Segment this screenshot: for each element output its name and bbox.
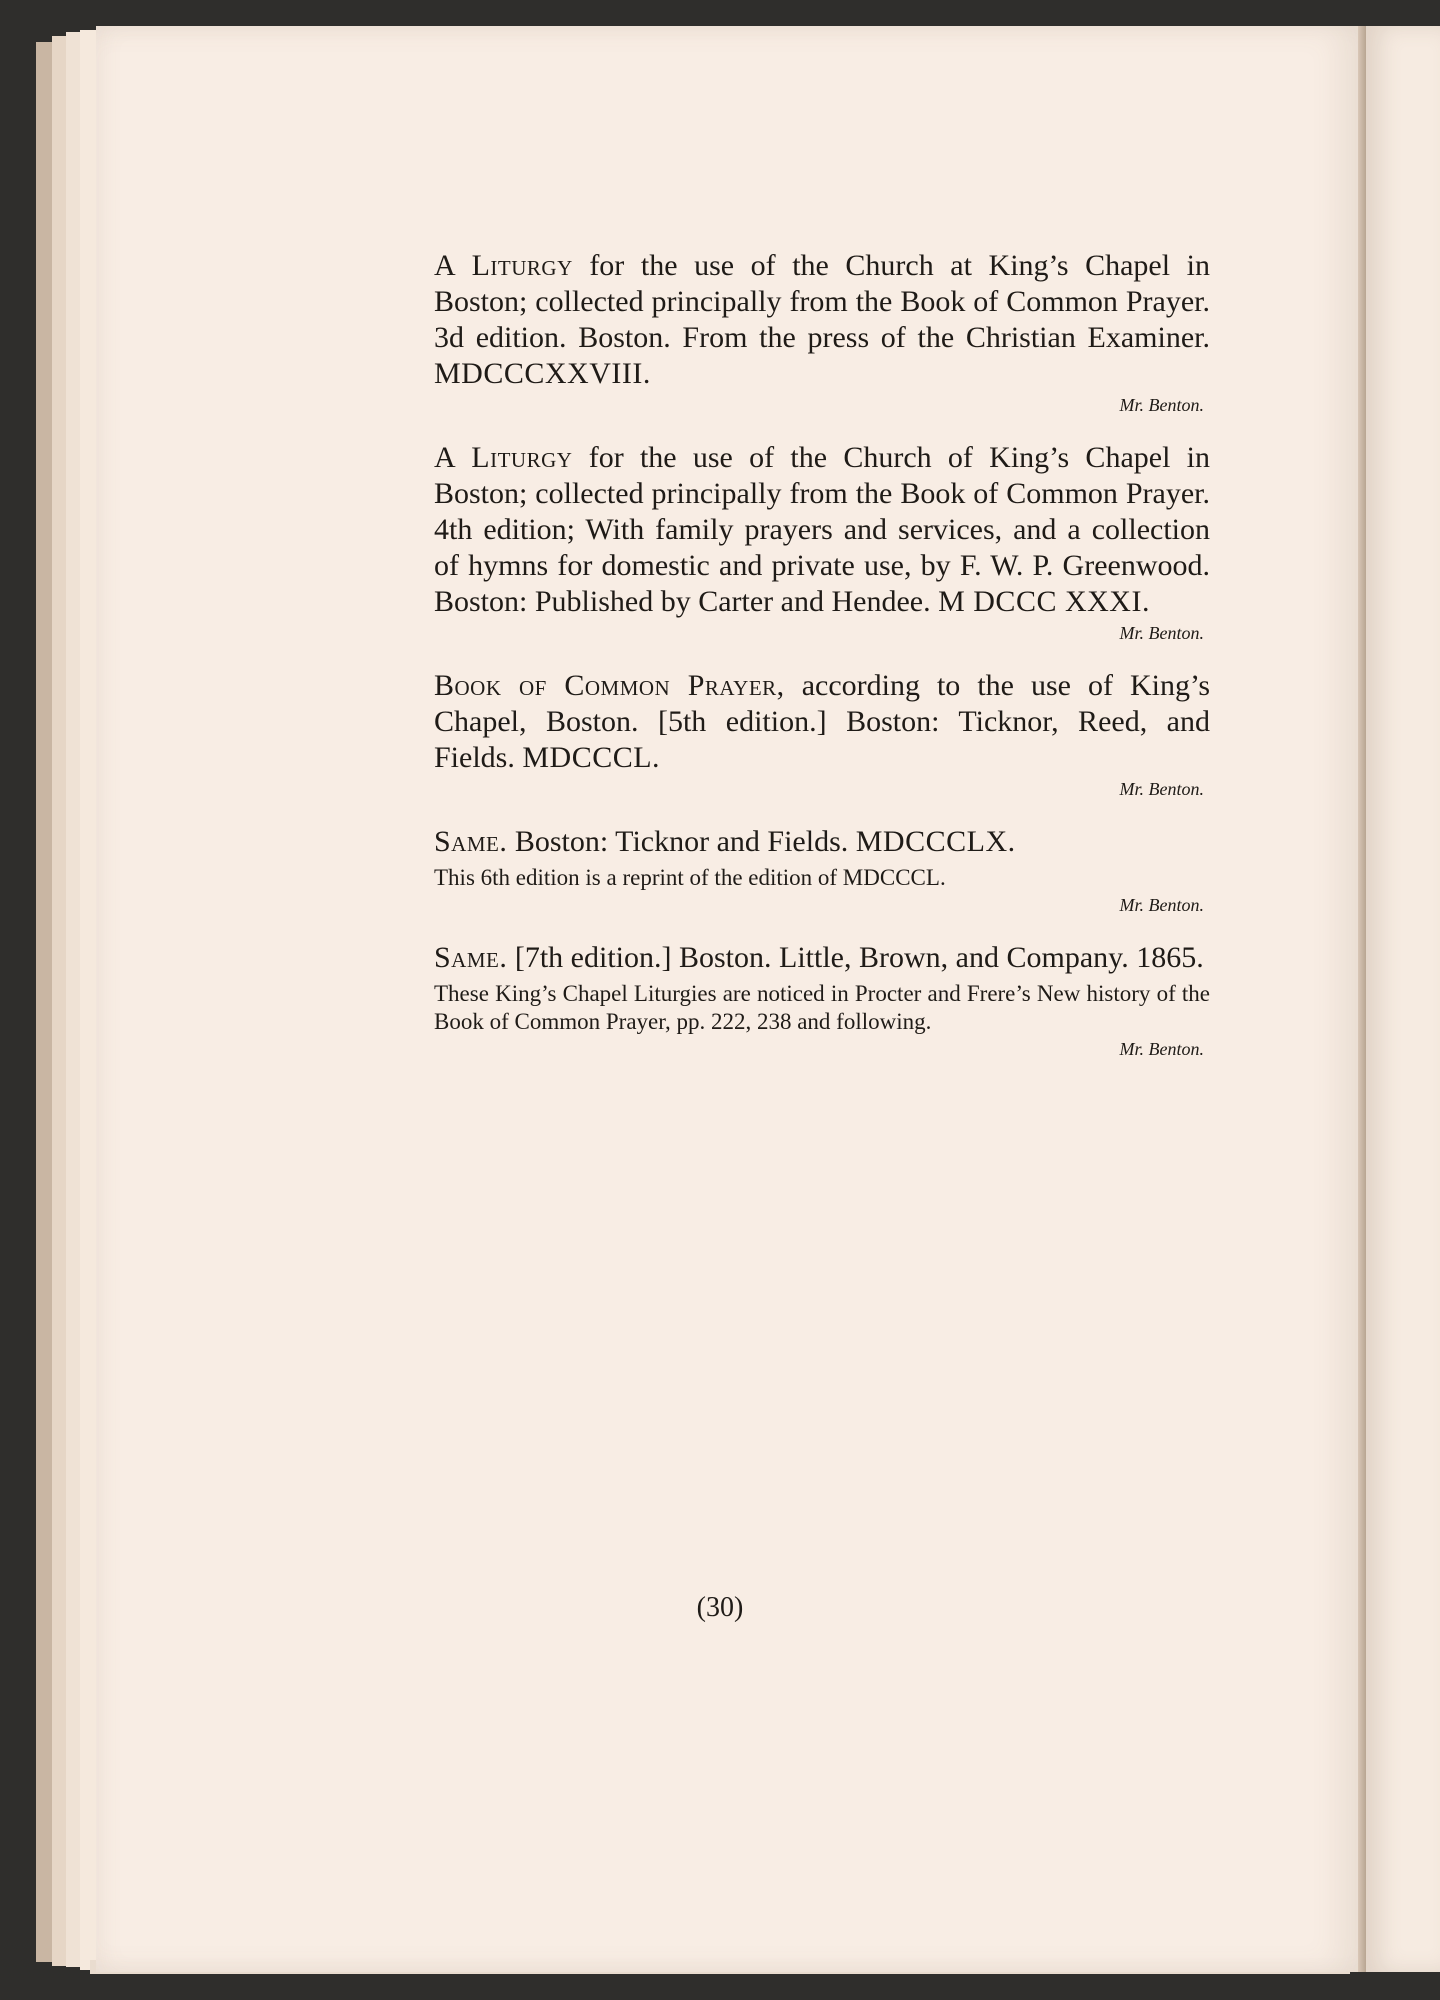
- entry-attribution: Mr. Benton.: [1119, 395, 1204, 415]
- entry-attribution: Mr. Benton.: [1119, 895, 1204, 915]
- facing-page: [1366, 26, 1440, 1972]
- bibliography-entry: [434, 940, 1210, 1060]
- entry-attribution: Mr. Benton.: [1119, 623, 1204, 643]
- entry-body: [7th edition.] Boston. Little, Brown, and Company. 1865.: [514, 941, 1204, 974]
- page-number: (30): [696, 1592, 744, 1623]
- entry-body: Boston: Ticknor and Fields.: [514, 825, 849, 858]
- entry-date: MDCCCXXVIII.: [434, 357, 651, 390]
- book-gutter: [1358, 26, 1366, 1972]
- entry-date: M DCCC XXXI.: [938, 585, 1150, 618]
- entry-attribution: Mr. Benton.: [1119, 1039, 1204, 1059]
- entry-note: These King’s Chapel Liturgies are noticed in Procter and Frere’s New history of the Book of Common Prayer, pp. 222, 238 and following.: [434, 981, 1210, 1034]
- entry-attribution: Mr. Benton.: [1119, 779, 1204, 799]
- entry-title: Same.: [434, 941, 508, 974]
- entry-date: MDCCCL.: [522, 741, 661, 774]
- bibliography-entries: [434, 248, 1210, 1084]
- entry-body: according to the use of King’s Chapel, Boston. [5th edition.] Boston: Ticknor, Reed, and Fields.: [434, 669, 1210, 774]
- entry-note: This 6th edition is a reprint of the edition of MDCCCL.: [434, 865, 946, 890]
- entry-body: for the use of the Church of King’s Chapel in Boston; collected principally from the Book of Common Prayer. 4th edition; With family prayers and services, and a collection of hymns for domestic and private use, by F. W. P. Greenwood. Boston: Published by Carter and Hendee.: [434, 441, 1211, 618]
- entry-title: Book of Common Prayer,: [434, 669, 785, 702]
- bibliography-entry: [434, 440, 1210, 644]
- bibliography-entry: [434, 248, 1210, 416]
- entry-date: MDCCCLX.: [855, 825, 1016, 858]
- bibliography-entry: [434, 668, 1210, 800]
- entry-body: for the use of the Church at King’s Chapel in Boston; collected principally from the Book of Common Prayer. 3d edition. Boston. From the press of the Christian Examiner.: [434, 249, 1210, 354]
- entry-title: A Liturgy: [434, 249, 573, 282]
- entry-title: Same.: [434, 825, 508, 858]
- entry-title: A Liturgy: [434, 441, 573, 474]
- bibliography-entry: [434, 824, 1210, 916]
